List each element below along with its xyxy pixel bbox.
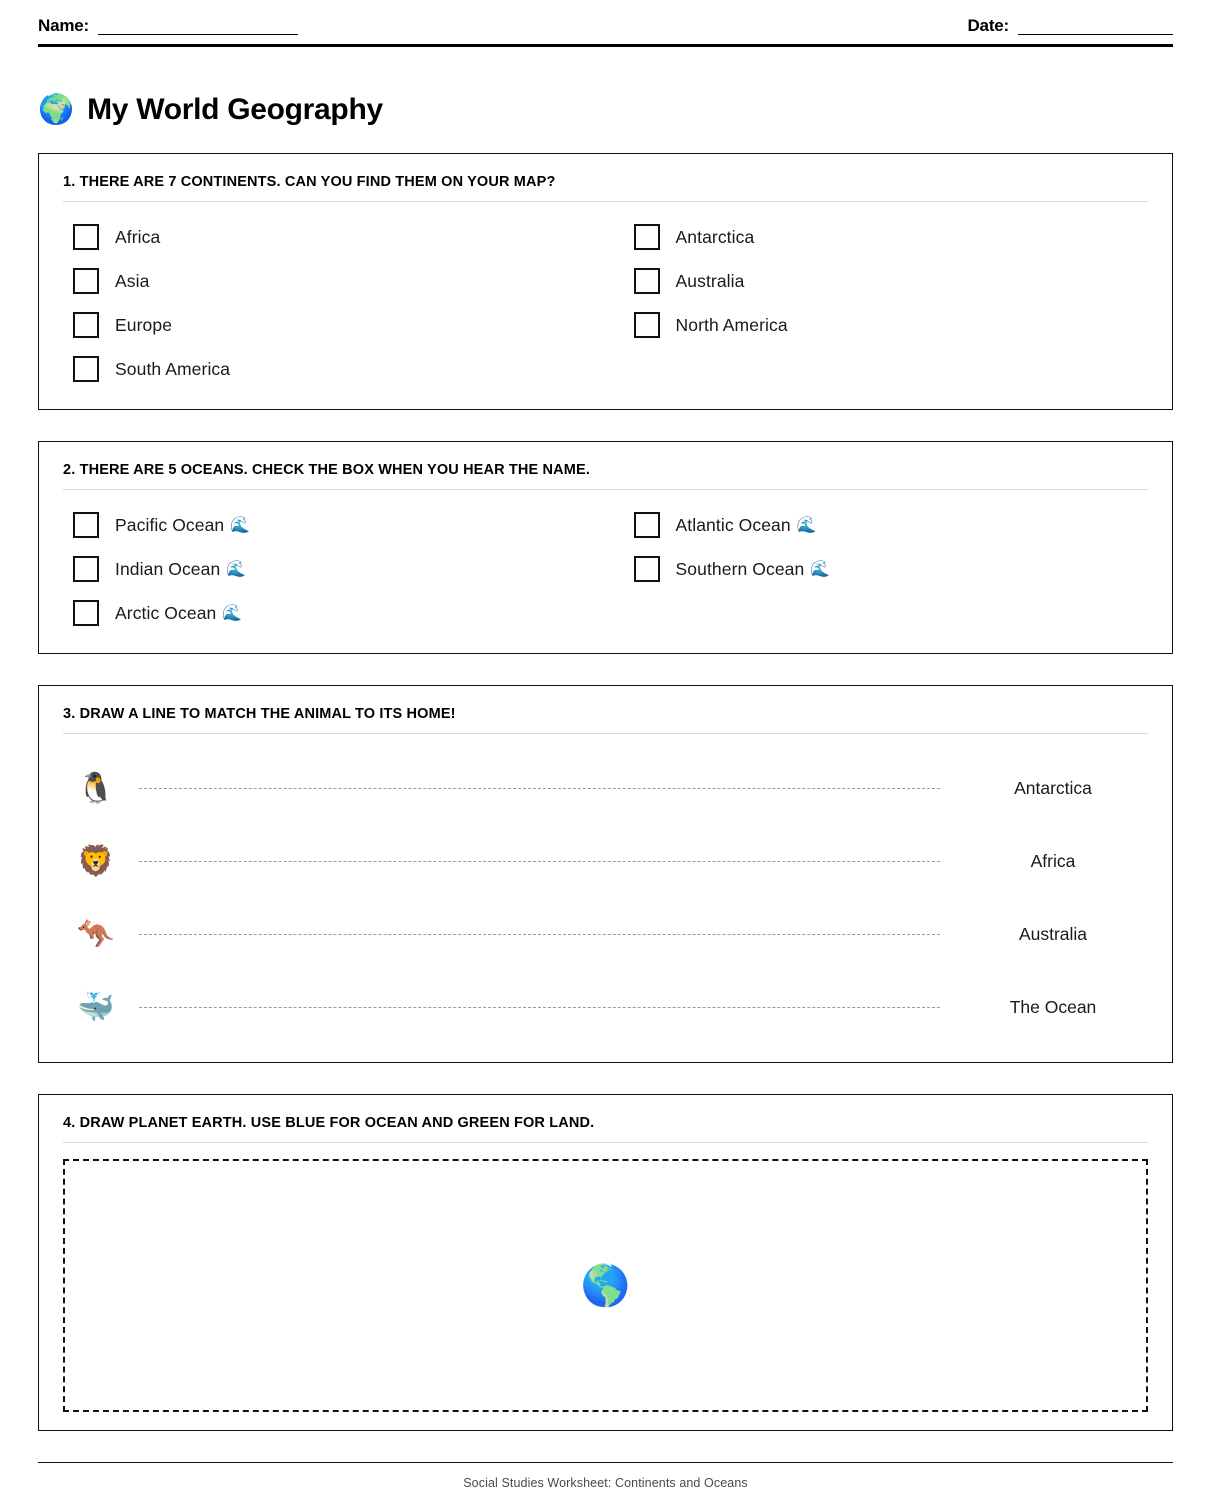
checkbox-antarctica[interactable] bbox=[634, 224, 660, 250]
checkbox-row-europe[interactable] bbox=[63, 303, 606, 347]
wave-icon: 🌊 bbox=[226, 561, 247, 578]
matching-list bbox=[63, 738, 1148, 1044]
checkbox-arctic-ocean[interactable] bbox=[73, 600, 99, 626]
label-wrap-southern-ocean bbox=[676, 559, 831, 580]
drawing-canvas[interactable] bbox=[63, 1159, 1148, 1412]
checkbox-row-indian-ocean[interactable] bbox=[63, 547, 606, 591]
footer-text: Social Studies Worksheet: Continents and Oceans bbox=[463, 1476, 748, 1490]
checkbox-label-indian-ocean: Indian Ocean bbox=[115, 558, 221, 579]
checkbox-label-atlantic-ocean: Atlantic Ocean bbox=[675, 514, 791, 535]
section-matching-heading: 3. DRAW A LINE TO MATCH THE ANIMAL TO ITS HOME! bbox=[63, 706, 1148, 734]
worksheet-header bbox=[38, 0, 1173, 44]
kangaroo-icon: 🦘 bbox=[77, 917, 115, 951]
checkbox-indian-ocean[interactable] bbox=[73, 556, 99, 582]
match-row-lion[interactable] bbox=[63, 825, 1148, 898]
wave-icon: 🌊 bbox=[222, 605, 243, 622]
match-row-penguin[interactable] bbox=[63, 752, 1148, 825]
match-line-lion[interactable] bbox=[139, 861, 940, 862]
continents-checklist bbox=[63, 206, 1148, 391]
section-matching bbox=[38, 685, 1173, 1063]
checkbox-row-australia[interactable] bbox=[606, 259, 1149, 303]
match-row-kangaroo[interactable] bbox=[63, 898, 1148, 971]
checkbox-label-australia: Australia bbox=[675, 270, 745, 291]
match-target-africa: Africa bbox=[1030, 851, 1076, 871]
checkbox-label-pacific-ocean: Pacific Ocean bbox=[115, 514, 225, 535]
checkbox-row-asia[interactable] bbox=[63, 259, 606, 303]
checkbox-pacific-ocean[interactable] bbox=[73, 512, 99, 538]
checkbox-row-antarctica[interactable] bbox=[606, 215, 1149, 259]
checkbox-label-asia: Asia bbox=[115, 270, 150, 291]
wave-icon: 🌊 bbox=[796, 517, 817, 534]
match-line-penguin[interactable] bbox=[139, 788, 940, 789]
checkbox-row-north-america[interactable] bbox=[606, 303, 1149, 347]
checkbox-atlantic-ocean[interactable] bbox=[634, 512, 660, 538]
checkbox-row-africa[interactable] bbox=[63, 215, 606, 259]
checkbox-north-america[interactable] bbox=[634, 312, 660, 338]
checkbox-label-europe: Europe bbox=[115, 314, 173, 335]
match-target-the-ocean: The Ocean bbox=[1009, 997, 1097, 1017]
footer-divider bbox=[38, 1462, 1173, 1463]
checkbox-row-south-america[interactable] bbox=[63, 347, 606, 391]
date-field-group bbox=[967, 17, 1173, 35]
wave-icon: 🌊 bbox=[810, 561, 831, 578]
date-input-line[interactable] bbox=[1018, 34, 1173, 35]
checkbox-row-spacer bbox=[606, 347, 1149, 391]
page-title bbox=[38, 93, 1173, 127]
section-drawing-heading: 4. DRAW PLANET EARTH. USE BLUE FOR OCEAN AND GREEN FOR LAND. bbox=[63, 1115, 1148, 1143]
section-continents bbox=[38, 153, 1173, 410]
name-label: Name: bbox=[38, 16, 89, 35]
globe-americas-icon: 🌎 bbox=[580, 1263, 631, 1308]
checkbox-row-southern-ocean[interactable] bbox=[606, 547, 1149, 591]
name-input-line[interactable] bbox=[98, 34, 298, 35]
worksheet-footer bbox=[38, 1462, 1173, 1512]
wave-icon: 🌊 bbox=[230, 517, 251, 534]
label-wrap-indian-ocean bbox=[115, 559, 246, 580]
checkbox-southern-ocean[interactable] bbox=[634, 556, 660, 582]
globe-europe-africa-icon: 🌍 bbox=[38, 93, 75, 126]
penguin-icon: 🐧 bbox=[77, 771, 115, 805]
oceans-checklist bbox=[63, 494, 1148, 635]
whale-icon: 🐳 bbox=[77, 990, 115, 1024]
label-wrap-atlantic-ocean bbox=[676, 515, 817, 536]
label-wrap-pacific-ocean bbox=[115, 515, 250, 536]
match-line-kangaroo[interactable] bbox=[139, 934, 940, 935]
match-target-antarctica: Antarctica bbox=[1014, 778, 1092, 798]
checkbox-row-spacer bbox=[606, 591, 1149, 635]
checkbox-row-pacific-ocean[interactable] bbox=[63, 503, 606, 547]
checkbox-label-arctic-ocean: Arctic Ocean bbox=[115, 602, 217, 623]
checkbox-row-atlantic-ocean[interactable] bbox=[606, 503, 1149, 547]
section-continents-heading: 1. THERE ARE 7 CONTINENTS. CAN YOU FIND THEM ON YOUR MAP? bbox=[63, 174, 1148, 202]
checkbox-africa[interactable] bbox=[73, 224, 99, 250]
section-oceans-heading: 2. THERE ARE 5 OCEANS. CHECK THE BOX WHEN YOU HEAR THE NAME. bbox=[63, 462, 1148, 490]
match-line-whale[interactable] bbox=[139, 1007, 940, 1008]
checkbox-label-antarctica: Antarctica bbox=[675, 226, 755, 247]
checkbox-label-africa: Africa bbox=[115, 226, 161, 247]
checkbox-label-north-america: North America bbox=[675, 314, 788, 335]
match-row-whale[interactable] bbox=[63, 971, 1148, 1044]
header-divider bbox=[38, 44, 1173, 47]
checkbox-asia[interactable] bbox=[73, 268, 99, 294]
lion-icon: 🦁 bbox=[77, 844, 115, 878]
section-drawing bbox=[38, 1094, 1173, 1431]
checkbox-label-southern-ocean: Southern Ocean bbox=[675, 558, 805, 579]
page-title-text: My World Geography bbox=[87, 93, 383, 126]
name-field-group bbox=[38, 17, 298, 35]
checkbox-row-arctic-ocean[interactable] bbox=[63, 591, 606, 635]
checkbox-europe[interactable] bbox=[73, 312, 99, 338]
date-label: Date: bbox=[967, 16, 1009, 35]
section-oceans bbox=[38, 441, 1173, 654]
match-target-australia: Australia bbox=[1018, 924, 1088, 944]
checkbox-south-america[interactable] bbox=[73, 356, 99, 382]
checkbox-label-south-america: South America bbox=[115, 358, 231, 379]
checkbox-australia[interactable] bbox=[634, 268, 660, 294]
label-wrap-arctic-ocean bbox=[115, 603, 242, 624]
